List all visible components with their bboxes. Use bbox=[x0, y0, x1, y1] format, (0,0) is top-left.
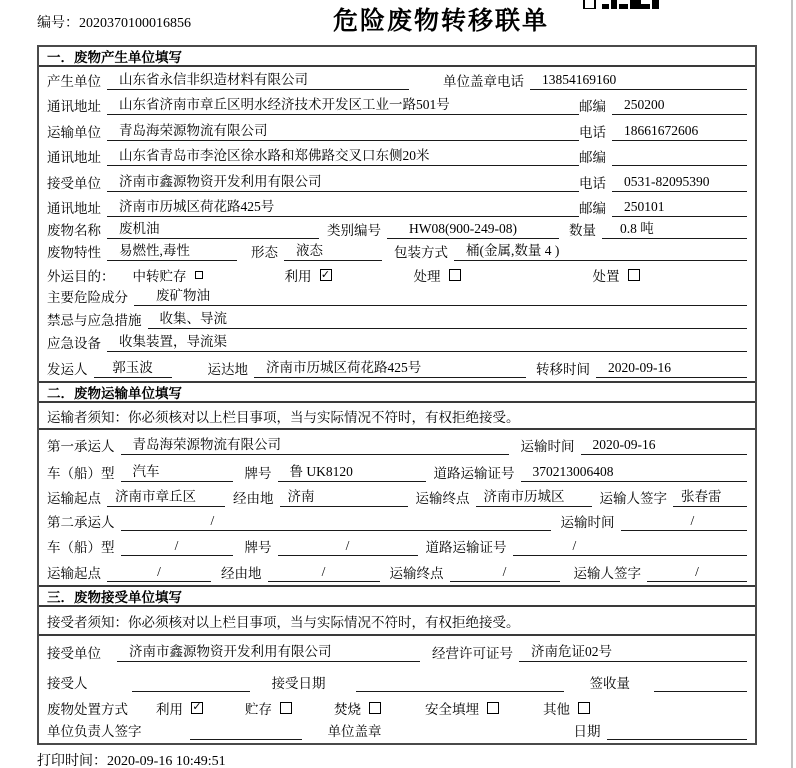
vehicle2-value: / bbox=[121, 538, 233, 556]
route2-sign-label: 运输人签字 bbox=[573, 566, 641, 581]
row-receive-unit bbox=[39, 636, 755, 665]
taboo-value: 收集、导流 bbox=[148, 307, 748, 329]
row-taboo-measures bbox=[39, 309, 755, 332]
shipper-label: 发运人 bbox=[47, 362, 88, 378]
generator-address-label: 通讯地址 bbox=[47, 99, 101, 114]
route2-sign-value: / bbox=[647, 564, 747, 582]
responsible-sign-value bbox=[190, 738, 302, 740]
receiver-notice-text: 接受者须知：你必须核对以上栏目事项，当与实际情况不符时，有权拒绝接受。 bbox=[47, 614, 520, 630]
transporter-phone-value: 18661672606 bbox=[612, 123, 747, 141]
carrier1-value: 青岛海荣源物流有限公司 bbox=[121, 433, 509, 455]
vehicle1-label: 车（船）型 bbox=[47, 466, 115, 482]
transporter-notice-text: 运输者须知：你必须核对以上栏目事项，当与实际情况不符时，有权拒绝接受。 bbox=[47, 409, 520, 425]
route1-end-value: 济南市历城区 bbox=[476, 485, 592, 507]
vehicle1-plate-value: 鲁 UK8120 bbox=[278, 460, 426, 482]
purpose-option-dispose-label: 处置 bbox=[592, 269, 620, 284]
disposal-store-label: 贮存 bbox=[245, 701, 272, 717]
row-waste-property bbox=[39, 242, 755, 264]
receipt-qty-label: 签收量 bbox=[589, 676, 630, 691]
responsible-sign-label: 单位负责人签字 bbox=[47, 724, 142, 739]
print-time-value: 2020-09-16 10:49:51 bbox=[107, 754, 226, 768]
row-transporter-address bbox=[39, 144, 755, 170]
carrier2-label: 第二承运人 bbox=[47, 515, 115, 531]
unit-seal-label: 单位盖章 bbox=[327, 724, 382, 739]
waste-code-value: HW08(900-249-08) bbox=[387, 221, 559, 239]
receive-date-label: 接受日期 bbox=[271, 676, 326, 691]
purpose-use-checkbox: ✓ bbox=[320, 268, 331, 281]
disposal-other-label: 其他 bbox=[543, 701, 570, 717]
row-emergency-equipment bbox=[39, 332, 755, 355]
row-vehicle2 bbox=[39, 534, 755, 559]
transporter-zip-value bbox=[612, 164, 747, 166]
row-receiver-notice bbox=[39, 607, 755, 636]
row-route2 bbox=[39, 559, 755, 585]
purpose-option-treat-label: 处理 bbox=[413, 269, 441, 284]
waste-property-value: 易燃性,毒性 bbox=[107, 239, 237, 261]
receiver-unit-value: 济南市鑫源物资开发利用有限公司 bbox=[107, 170, 579, 192]
disposal-store-checkbox bbox=[280, 702, 292, 714]
vehicle1-permit-value: 370213006408 bbox=[521, 464, 748, 482]
section-receiver bbox=[39, 585, 755, 743]
transfer-time-label: 转移时间 bbox=[536, 362, 590, 378]
purpose-transfer-checkbox bbox=[195, 271, 203, 279]
receive-date-value bbox=[356, 690, 564, 692]
waste-name-value: 废机油 bbox=[107, 217, 319, 239]
generator-zip-value: 250200 bbox=[612, 97, 747, 115]
row-outbound-purpose bbox=[39, 264, 755, 286]
purpose-option-transfer-label: 中转贮存 bbox=[132, 269, 187, 284]
row-receive-person bbox=[39, 665, 755, 695]
transfer-time-value: 2020-09-16 bbox=[596, 360, 747, 378]
serial-number: 2020370100016856 bbox=[79, 16, 191, 31]
row-vehicle1 bbox=[39, 458, 755, 485]
vehicle2-label: 车（船）型 bbox=[47, 540, 115, 556]
receive-unit-value: 济南市鑫源物资开发利用有限公司 bbox=[117, 640, 420, 662]
vehicle2-permit-value: / bbox=[513, 538, 748, 556]
shipper-dest-label: 运达地 bbox=[207, 362, 248, 378]
carrier2-value: / bbox=[121, 513, 551, 531]
purpose-label: 外运目的： bbox=[47, 269, 115, 284]
route1-start-label: 运输起点 bbox=[47, 491, 101, 507]
section2-header: 二．废物运输单位填写 bbox=[39, 383, 755, 403]
waste-qty-value: 0.8 吨 bbox=[602, 217, 747, 239]
generator-zip-label: 邮编 bbox=[579, 99, 606, 114]
receiver-phone-label: 电话 bbox=[579, 175, 606, 191]
row-shipper bbox=[39, 355, 755, 381]
equipment-value: 收集装置，导流渠 bbox=[107, 330, 747, 352]
shipper-dest-value: 济南市历城区荷花路425号 bbox=[254, 356, 526, 378]
waste-form-label: 形态 bbox=[251, 245, 278, 260]
disposal-landfill-label: 安全填埋 bbox=[425, 701, 479, 717]
date-value bbox=[607, 738, 748, 740]
section1-header: 一．废物产生单位填写 bbox=[39, 47, 755, 67]
page-title: 危险废物转移联单 bbox=[333, 8, 550, 35]
receiver-address-value: 济南市历城区荷花路425号 bbox=[107, 195, 579, 217]
print-time-line bbox=[37, 750, 226, 768]
waste-qty-label: 数量 bbox=[569, 223, 596, 238]
route2-via-label: 经由地 bbox=[221, 566, 262, 581]
carrier2-time-value: / bbox=[621, 513, 748, 531]
serial-label: 编号： bbox=[37, 16, 79, 31]
waste-property-label: 废物特性 bbox=[47, 245, 101, 260]
row-responsible-signature bbox=[39, 720, 755, 743]
receipt-qty-value bbox=[654, 690, 747, 692]
transporter-address-value: 山东省青岛市李沧区徐水路和郑佛路交叉口东侧20米 bbox=[107, 144, 579, 166]
route1-sign-label: 运输人签字 bbox=[599, 491, 667, 507]
transporter-address-label: 通讯地址 bbox=[47, 150, 101, 165]
section3-header: 三．废物接受单位填写 bbox=[39, 587, 755, 607]
row-transporter-notice bbox=[39, 403, 755, 430]
receiver-zip-value: 250101 bbox=[612, 199, 747, 217]
disposal-other-checkbox bbox=[578, 702, 590, 714]
receiver-phone-value: 0531-82095390 bbox=[612, 174, 747, 192]
generator-unit-value: 山东省永信非织造材料有限公司 bbox=[107, 68, 409, 90]
section-generator bbox=[39, 47, 755, 381]
row-route1 bbox=[39, 485, 755, 510]
row-generator-unit bbox=[39, 67, 755, 93]
row-carrier2 bbox=[39, 510, 755, 534]
page-edge-divider bbox=[791, 0, 793, 768]
row-receiver-unit bbox=[39, 169, 755, 195]
route2-end-value: / bbox=[450, 564, 560, 582]
transporter-unit-value: 青岛海荣源物流有限公司 bbox=[107, 119, 579, 141]
transporter-unit-label: 运输单位 bbox=[47, 124, 101, 140]
generator-unit-label: 产生单位 bbox=[47, 73, 101, 89]
disposal-use-checkbox: ✓ bbox=[192, 701, 202, 713]
purpose-option-use-label: 利用 bbox=[284, 269, 312, 284]
license-label: 经营许可证号 bbox=[431, 646, 513, 661]
disposal-burn-label: 焚烧 bbox=[334, 701, 361, 717]
carrier1-time-label: 运输时间 bbox=[520, 439, 575, 455]
manifest-form-table bbox=[37, 45, 757, 745]
generator-address-value: 山东省济南市章丘区明水经济技术开发区工业一路501号 bbox=[107, 93, 579, 115]
receive-unit-label: 接受单位 bbox=[47, 646, 101, 661]
route2-start-value: / bbox=[107, 564, 211, 582]
print-time-label: 打印时间： bbox=[37, 754, 107, 768]
row-hazard-component bbox=[39, 286, 755, 309]
vehicle2-permit-label: 道路运输证号 bbox=[425, 540, 507, 556]
row-generator-address bbox=[39, 93, 755, 119]
route1-end-label: 运输终点 bbox=[415, 491, 470, 507]
disposal-label: 废物处置方式 bbox=[47, 701, 128, 717]
qr-code-fragment bbox=[583, 0, 659, 9]
route2-end-label: 运输终点 bbox=[389, 566, 444, 581]
row-carrier1 bbox=[39, 430, 755, 458]
waste-pack-value: 桶(金属,数量 4 ) bbox=[454, 239, 747, 261]
carrier1-label: 第一承运人 bbox=[47, 439, 115, 455]
section-transporter bbox=[39, 381, 755, 585]
vehicle1-permit-label: 道路运输证号 bbox=[433, 466, 515, 482]
receiver-address-label: 通讯地址 bbox=[47, 201, 101, 216]
transporter-phone-label: 电话 bbox=[579, 124, 606, 140]
waste-name-label: 废物名称 bbox=[47, 223, 101, 238]
vehicle2-plate-value: / bbox=[278, 538, 418, 556]
route1-via-value: 济南 bbox=[280, 485, 408, 507]
row-disposal-method bbox=[39, 695, 755, 720]
generator-phone-value: 13854169160 bbox=[530, 72, 747, 90]
purpose-dispose-checkbox bbox=[628, 269, 640, 281]
vehicle1-plate-label: 牌号 bbox=[244, 466, 272, 482]
disposal-use-label: 利用 bbox=[156, 701, 183, 717]
disposal-burn-checkbox bbox=[369, 702, 381, 714]
license-value: 济南危证02号 bbox=[519, 640, 747, 662]
generator-phone-label: 电话 bbox=[497, 73, 524, 89]
carrier1-time-value: 2020-09-16 bbox=[581, 437, 748, 455]
receiver-zip-label: 邮编 bbox=[579, 201, 606, 216]
waste-code-label: 类别编号 bbox=[327, 223, 381, 238]
carrier2-time-label: 运输时间 bbox=[560, 515, 615, 531]
receive-person-value bbox=[132, 690, 250, 692]
vehicle1-value: 汽车 bbox=[121, 460, 233, 482]
transporter-zip-label: 邮编 bbox=[579, 150, 606, 165]
equipment-label: 应急设备 bbox=[47, 336, 101, 351]
date-label: 日期 bbox=[573, 724, 601, 739]
hazard-value: 废矿物油 bbox=[134, 284, 747, 306]
disposal-landfill-checkbox bbox=[487, 702, 499, 714]
shipper-value: 郭玉波 bbox=[94, 356, 172, 378]
serial-number-line bbox=[37, 12, 191, 32]
waste-pack-label: 包装方式 bbox=[394, 245, 448, 260]
route1-sign-value: 张春雷 bbox=[673, 485, 747, 507]
receiver-unit-label: 接受单位 bbox=[47, 175, 101, 191]
row-transporter-unit bbox=[39, 118, 755, 144]
route1-via-label: 经由地 bbox=[233, 491, 274, 507]
receive-person-label: 接受人 bbox=[47, 676, 88, 691]
route2-start-label: 运输起点 bbox=[47, 566, 101, 581]
hazard-label: 主要危险成分 bbox=[47, 290, 128, 305]
purpose-treat-checkbox bbox=[449, 269, 461, 281]
taboo-label: 禁忌与应急措施 bbox=[47, 313, 142, 328]
route1-start-value: 济南市章丘区 bbox=[107, 485, 225, 507]
seal-label: 单位盖章 bbox=[443, 73, 497, 89]
waste-form-value: 液态 bbox=[284, 239, 382, 261]
vehicle2-plate-label: 牌号 bbox=[244, 540, 272, 556]
route2-via-value: / bbox=[268, 564, 380, 582]
